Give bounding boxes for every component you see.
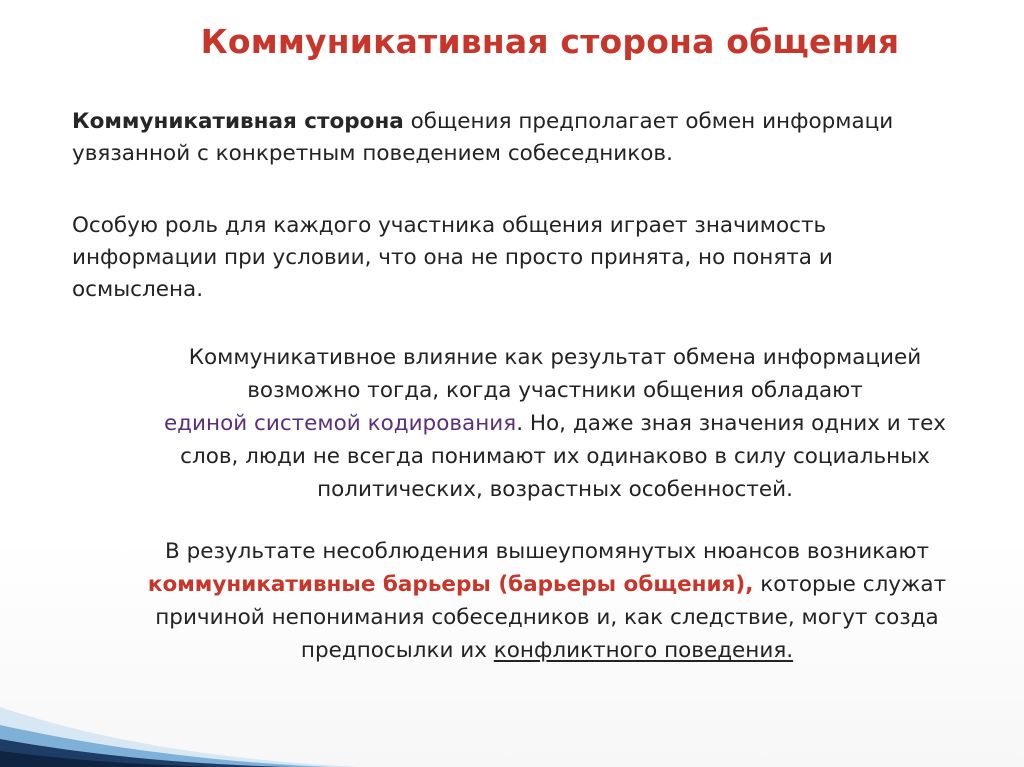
text-span: . Но, даже зная значения одних и тех [516,411,947,436]
paragraph-communicative-influence [0,341,1024,506]
paragraph-line [0,407,1024,440]
paragraph-line: Особую роль для каждого участника общения играет значимость [72,213,827,238]
paragraph-line: В результате несоблюдения вышеупомянутых нюансов возникают [165,539,929,564]
paragraph-line: причиной непонимания собеседников и, как следствие, могут созда [155,605,939,630]
paragraph-definition [72,106,893,170]
paragraph-line: информации при условии, что она не просто принята, но понята и [72,245,833,270]
text-span: которые служат [753,572,947,597]
decorative-swoosh [0,667,360,767]
paragraph-line: политических, возрастных особенностей. [317,477,793,502]
slide-title: Коммуникативная сторона общения [200,22,900,61]
text-span: предпосылки их [300,638,494,663]
underlined-conflict-behavior: конфликтного поведения. [493,638,794,663]
paragraph-line: возможно тогда, когда участники общения обладают [247,378,863,403]
paragraph-line: осмыслена. [72,277,204,302]
paragraph-information-role [72,210,833,306]
key-term: Коммуникативная сторона [72,109,404,134]
paragraph-barriers [0,535,1024,667]
paragraph-line [0,634,1024,667]
highlight-barriers: коммуникативные барьеры (барьеры общения), [147,572,754,597]
paragraph-line [0,568,1024,601]
paragraph-line [72,106,893,138]
paragraph-line: увязанной с конкретным поведением собеседников. [72,141,673,166]
highlight-coding-system: единой системой кодирования [163,411,517,436]
paragraph-line: слов, люди не всегда понимают их одинаково в силу социальных [180,444,930,469]
text-span: общения предполагает обмен информаци [403,109,894,134]
paragraph-line: Коммуникативное влияние как результат обмена информацией [188,345,922,370]
